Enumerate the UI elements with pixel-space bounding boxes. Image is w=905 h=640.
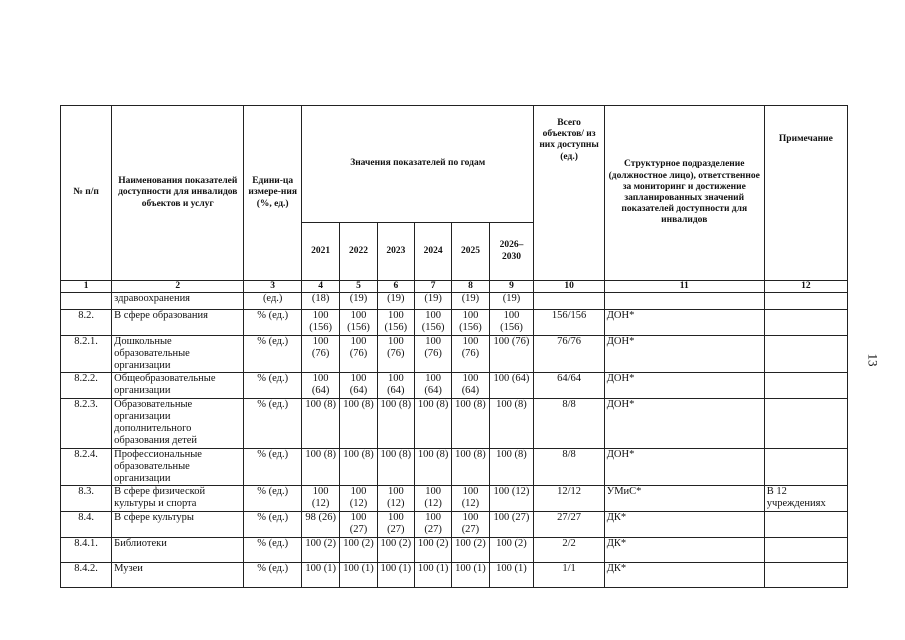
header-num: № п/п [61, 106, 112, 281]
row-note [764, 310, 847, 336]
row-num [61, 293, 112, 310]
row-unit: % (ед.) [244, 512, 302, 538]
row-value: 100 (156) [414, 310, 451, 336]
row-name: Дошкольные образовательные организации [112, 336, 244, 373]
row-value: 100 (64) [489, 373, 534, 399]
row-value: 100 (12) [489, 486, 534, 512]
row-name: В сфере образования [112, 310, 244, 336]
row-note [764, 512, 847, 538]
column-number: 3 [244, 281, 302, 293]
row-note [764, 293, 847, 310]
header-year: 2022 [340, 223, 377, 281]
row-value: 98 (26) [301, 512, 339, 538]
row-total: 76/76 [534, 336, 604, 373]
header-year: 2023 [377, 223, 414, 281]
row-value: 100 (156) [489, 310, 534, 336]
row-value: 100 (8) [452, 399, 489, 449]
row-value: 100 (27) [340, 512, 377, 538]
row-value: 100 (64) [414, 373, 451, 399]
column-number: 2 [112, 281, 244, 293]
row-value: (19) [414, 293, 451, 310]
row-value: 100 (8) [452, 449, 489, 486]
column-number: 6 [377, 281, 414, 293]
column-number: 4 [301, 281, 339, 293]
row-dept: ДК* [604, 512, 764, 538]
row-value: 100 (27) [489, 512, 534, 538]
row-value: 100 (27) [452, 512, 489, 538]
table-row [61, 336, 848, 373]
row-value: 100 (76) [301, 336, 339, 373]
accessibility-indicators-table [60, 105, 848, 588]
row-unit: % (ед.) [244, 486, 302, 512]
row-value: 100 (12) [340, 486, 377, 512]
row-value: 100 (1) [301, 563, 339, 588]
row-unit: % (ед.) [244, 538, 302, 563]
column-number: 7 [414, 281, 451, 293]
row-value: 100 (12) [414, 486, 451, 512]
row-value: 100 (8) [414, 449, 451, 486]
table-row [61, 373, 848, 399]
column-number: 11 [604, 281, 764, 293]
row-value: 100 (27) [414, 512, 451, 538]
row-unit: % (ед.) [244, 399, 302, 449]
row-value: 100 (12) [452, 486, 489, 512]
row-num: 8.4.1. [61, 538, 112, 563]
row-num: 8.3. [61, 486, 112, 512]
row-value: 100 (156) [452, 310, 489, 336]
row-value: (18) [301, 293, 339, 310]
row-value: 100 (64) [301, 373, 339, 399]
row-value: 100 (8) [301, 399, 339, 449]
table-row [61, 293, 848, 310]
row-dept: ДОН* [604, 310, 764, 336]
table-row [61, 399, 848, 449]
row-total: 2/2 [534, 538, 604, 563]
row-value: 100 (8) [489, 449, 534, 486]
row-value: 100 (76) [340, 336, 377, 373]
row-value: 100 (2) [489, 538, 534, 563]
row-value: 100 (12) [377, 486, 414, 512]
row-note [764, 563, 847, 588]
row-total: 8/8 [534, 399, 604, 449]
header-dept: Структурное подразделение (должностное лицо), ответственное за мониторинг и достижение запланированных значений показателей доступности для инвалидов [604, 106, 764, 281]
row-value: 100 (76) [414, 336, 451, 373]
table-row [61, 538, 848, 563]
row-dept: ДОН* [604, 449, 764, 486]
header-year: 2025 [452, 223, 489, 281]
row-value: 100 (1) [340, 563, 377, 588]
row-unit: % (ед.) [244, 310, 302, 336]
table-row [61, 563, 848, 588]
column-number: 1 [61, 281, 112, 293]
row-num: 8.2.3. [61, 399, 112, 449]
row-value: 100 (156) [377, 310, 414, 336]
row-unit: % (ед.) [244, 563, 302, 588]
row-name: Общеобразовательные организации [112, 373, 244, 399]
row-value: 100 (156) [301, 310, 339, 336]
table-row [61, 449, 848, 486]
row-note [764, 538, 847, 563]
row-name: Библиотеки [112, 538, 244, 563]
header-unit: Едини-ца измере-ния (%, ед.) [244, 106, 302, 281]
row-value: 100 (8) [340, 449, 377, 486]
table-row [61, 486, 848, 512]
row-value: 100 (1) [414, 563, 451, 588]
row-name: В сфере культуры [112, 512, 244, 538]
row-unit: % (ед.) [244, 449, 302, 486]
row-unit: % (ед.) [244, 336, 302, 373]
row-value: (19) [452, 293, 489, 310]
header-name: Наименования показателей доступности для инвалидов объектов и услуг [112, 106, 244, 281]
header-year: 2026–2030 [489, 223, 534, 281]
row-value: (19) [340, 293, 377, 310]
row-unit: (ед.) [244, 293, 302, 310]
row-value: 100 (64) [452, 373, 489, 399]
header-note: Примечание [764, 106, 847, 281]
column-number: 12 [764, 281, 847, 293]
row-num: 8.4. [61, 512, 112, 538]
row-value: 100 (2) [340, 538, 377, 563]
row-value: 100 (2) [452, 538, 489, 563]
row-dept: УМиС* [604, 486, 764, 512]
row-total: 1/1 [534, 563, 604, 588]
header-total: Всего объектов/ из них доступны (ед.) [534, 106, 604, 281]
row-note [764, 449, 847, 486]
row-value: 100 (76) [452, 336, 489, 373]
row-value: 100 (8) [377, 399, 414, 449]
row-note [764, 373, 847, 399]
table-row [61, 310, 848, 336]
row-value: 100 (2) [377, 538, 414, 563]
row-total: 156/156 [534, 310, 604, 336]
row-dept: ДК* [604, 563, 764, 588]
row-value: (19) [489, 293, 534, 310]
row-num: 8.2. [61, 310, 112, 336]
row-num: 8.2.4. [61, 449, 112, 486]
row-dept: ДОН* [604, 373, 764, 399]
header-values-group: Значения показателей по годам [301, 106, 533, 223]
row-value: 100 (2) [301, 538, 339, 563]
row-value: 100 (8) [377, 449, 414, 486]
row-note [764, 399, 847, 449]
row-name: Профессиональные образовательные организации [112, 449, 244, 486]
row-value: (19) [377, 293, 414, 310]
row-name: Образовательные организации дополнительного образования детей [112, 399, 244, 449]
row-value: 100 (12) [301, 486, 339, 512]
row-value: 100 (8) [340, 399, 377, 449]
column-number: 9 [489, 281, 534, 293]
row-value: 100 (8) [414, 399, 451, 449]
row-num: 8.2.2. [61, 373, 112, 399]
table-row [61, 512, 848, 538]
row-dept: ДК* [604, 538, 764, 563]
row-num: 8.4.2. [61, 563, 112, 588]
row-value: 100 (156) [340, 310, 377, 336]
row-total: 27/27 [534, 512, 604, 538]
column-number: 5 [340, 281, 377, 293]
header-year: 2021 [301, 223, 339, 281]
row-value: 100 (64) [340, 373, 377, 399]
row-unit: % (ед.) [244, 373, 302, 399]
row-note [764, 336, 847, 373]
row-name: Музеи [112, 563, 244, 588]
column-number: 10 [534, 281, 604, 293]
row-value: 100 (76) [489, 336, 534, 373]
row-value: 100 (8) [489, 399, 534, 449]
row-num: 8.2.1. [61, 336, 112, 373]
row-name: здравоохранения [112, 293, 244, 310]
header-year: 2024 [414, 223, 451, 281]
row-total: 8/8 [534, 449, 604, 486]
row-dept: ДОН* [604, 399, 764, 449]
row-dept [604, 293, 764, 310]
row-total [534, 293, 604, 310]
row-value: 100 (2) [414, 538, 451, 563]
row-value: 100 (76) [377, 336, 414, 373]
row-value: 100 (27) [377, 512, 414, 538]
row-total: 64/64 [534, 373, 604, 399]
row-dept: ДОН* [604, 336, 764, 373]
column-number: 8 [452, 281, 489, 293]
row-total: 12/12 [534, 486, 604, 512]
row-value: 100 (1) [489, 563, 534, 588]
row-value: 100 (64) [377, 373, 414, 399]
row-note: В 12 учреждениях [764, 486, 847, 512]
page-number: 13 [865, 353, 881, 367]
row-name: В сфере физической культуры и спорта [112, 486, 244, 512]
row-value: 100 (1) [452, 563, 489, 588]
row-value: 100 (1) [377, 563, 414, 588]
row-value: 100 (8) [301, 449, 339, 486]
